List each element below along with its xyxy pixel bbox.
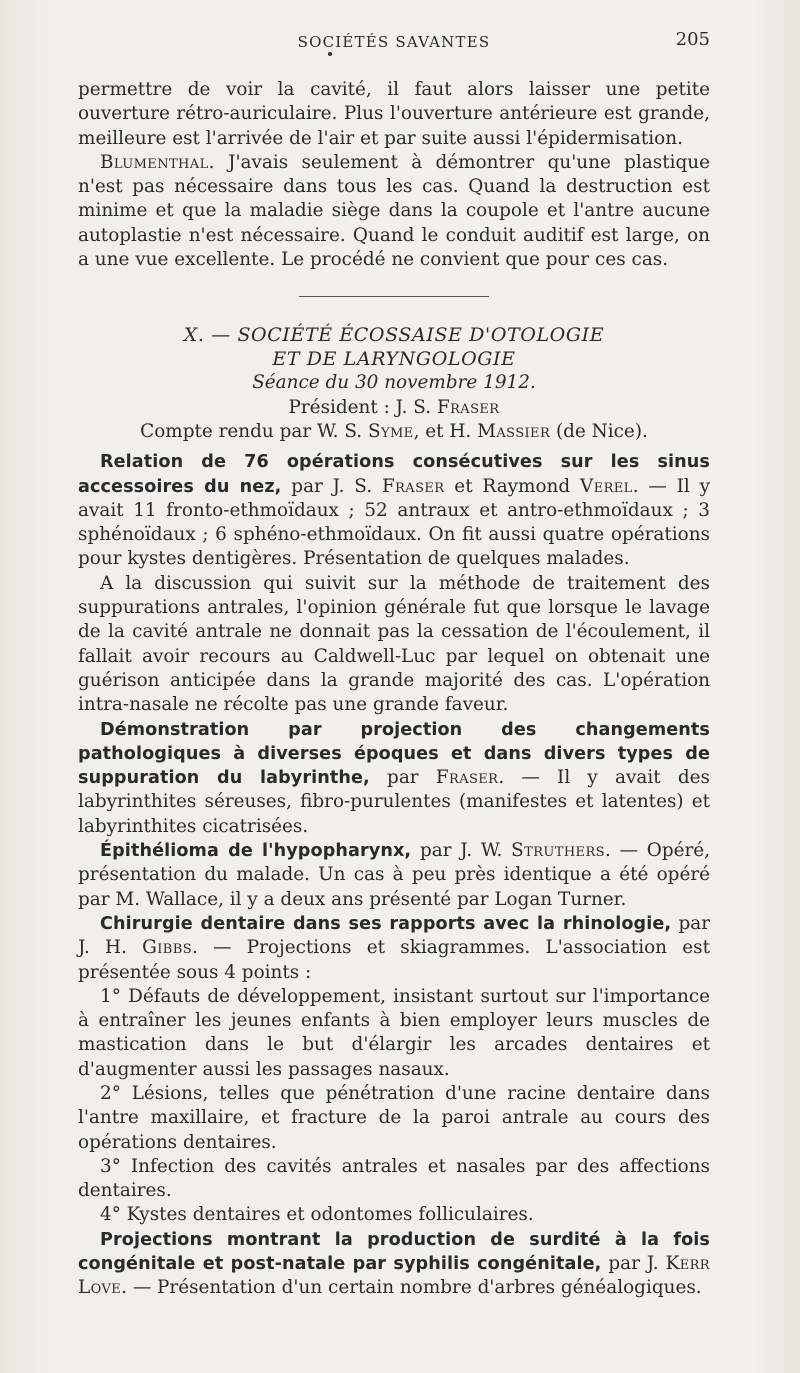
report-suffix: (de Nice). <box>550 420 648 442</box>
blumenthal-paragraph <box>78 151 710 272</box>
communication-4 <box>78 912 710 985</box>
section-divider <box>299 296 489 297</box>
section-title-line1: X. — SOCIÉTÉ ÉCOSSAISE D'OTOLOGIE <box>183 324 605 347</box>
communication-title: Démonstration par projection des changements pathologiques à diverses époques et dans divers types de suppuration du labyrinthe, <box>78 719 710 789</box>
list-item-3: 3° Infection des cavités antrales et nasales par des affections dentaires. <box>78 1155 710 1202</box>
communication-5 <box>78 1228 710 1301</box>
running-header <box>78 26 710 56</box>
section-title-line2: ET DE LARYNGOLOGIE <box>272 348 516 371</box>
communication-author: Struthers <box>511 840 605 862</box>
running-title: SOCIÉTÉS SAVANTES <box>297 33 491 51</box>
communication-by: par J. W. <box>411 840 512 862</box>
speaker-text: J'avais seulement à démontrer qu'une plastique n'est pas nécessaire dans tous les cas. Quand la destruction est minime et que la maladie siège dans la coupole et l'antre aucune autoplastie n'est nécessaire. Quand le conduit auditif est large, on a une vue excellente. Le procédé ne convient que pour ces cas. <box>78 151 710 271</box>
intro-paragraph: permettre de voir la cavité, il faut alors laisser une petite ouverture rétro-auriculaire. Plus l'ouverture antérieure est grande, meilleure est l'arrivée de l'air et par suite aussi l'épidermisation. <box>78 79 710 149</box>
communication-text: . — Il y avait 11 fronto-ethmoïdaux ; 52 antraux et antro-ethmoïdaux ; 3 sphénoïdaux ; 6 sphéno-ethmoïdaux. On fit aussi quatre opérations pour kystes dentigères. Présentation de quelques malades. <box>78 475 710 570</box>
president-name: Fraser <box>436 396 500 418</box>
communication-and: et Raymond <box>444 475 581 497</box>
list-item-1: 1° Défauts de développement, insistant surtout sur l'importance à entraîner les jeunes enfants à bien employer leurs muscles de mastication dans le but d'élargir les arcades dentaires et d'augmenter aussi les passages nasaux. <box>78 985 710 1080</box>
communication-title: Relation de 76 opérations consécutives sur les sinus accessoires du nez, <box>78 452 710 497</box>
communication-by: par J. H. <box>78 912 710 959</box>
communication-3 <box>78 839 710 912</box>
report-prefix: Compte rendu par W. S. <box>140 420 368 442</box>
communication-title: Épithélioma de l'hypopharynx, <box>100 841 412 862</box>
communication-1 <box>78 450 710 571</box>
report-line <box>78 420 710 444</box>
communication-author: Gibbs <box>142 937 193 959</box>
discussion-paragraph: A la discussion qui suivit sur la méthode de traitement des suppurations antrales, l'opinion générale fut que lorsque le lavage de la cavité antrale ne donnait pas la cessation de l'écoulement, il fallait avoir recours au Caldwell-Luc par lequel on obtenait une guérison anticipée dans la grande majorité des cas. L'opération intra-nasale ne récolte pas une grande faveur. <box>78 572 710 716</box>
list-item-2: 2° Lésions, telles que pénétration d'une racine dentaire dans l'antre maxillaire, et fracture de la paroi antrale au cours des opérations dentaires. <box>78 1082 710 1153</box>
communication-text: . — Présentation d'un certain nombre d'arbres généalogiques. <box>121 1277 702 1299</box>
page-number: 205 <box>675 29 710 50</box>
communication-title: Chirurgie dentaire dans ses rapports avec la rhinologie, <box>100 913 672 934</box>
president-label: Président : J. S. <box>288 396 437 418</box>
communication-2 <box>78 718 710 839</box>
communication-by: par <box>369 767 436 789</box>
text-column <box>78 26 710 1301</box>
speaker-name: Blumenthal. <box>100 151 215 173</box>
communication-text: . — Il y avait des labyrinthites séreuses, fibro-purulentes (manifestes et latentes) et labyrinthites cicatrisées. <box>78 767 710 837</box>
communication-title: Projections montrant la production de surdité à la fois congénitale et post-natale par syphilis congénitale, <box>78 1229 710 1275</box>
communication-text: . — Opéré, présentation du malade. Un cas à peu près identique a été opéré par M. Wallace, il y a deux ans présenté par Logan Turner. <box>78 840 710 910</box>
communication-author-2: Verel <box>580 475 633 497</box>
communication-text: . — Projections et skiagrammes. L'association est présentée sous 4 points : <box>78 937 710 983</box>
communication-author: Fraser <box>435 767 499 789</box>
report-mid: , et H. <box>413 420 478 442</box>
communication-by: par J. <box>601 1253 666 1275</box>
report-author-2: Massier <box>477 420 551 442</box>
communication-by: par J. S. <box>281 475 382 497</box>
report-author-1: Syme <box>367 420 414 442</box>
session-date: Séance du 30 novembre 1912. <box>252 372 536 394</box>
communication-author: Kerr Love <box>78 1253 710 1299</box>
printing-dot <box>328 52 332 56</box>
communication-author-1: Fraser <box>381 475 445 497</box>
president-line <box>78 396 710 420</box>
list-item-4: 4° Kystes dentaires et odontomes folliculaires. <box>100 1204 534 1226</box>
